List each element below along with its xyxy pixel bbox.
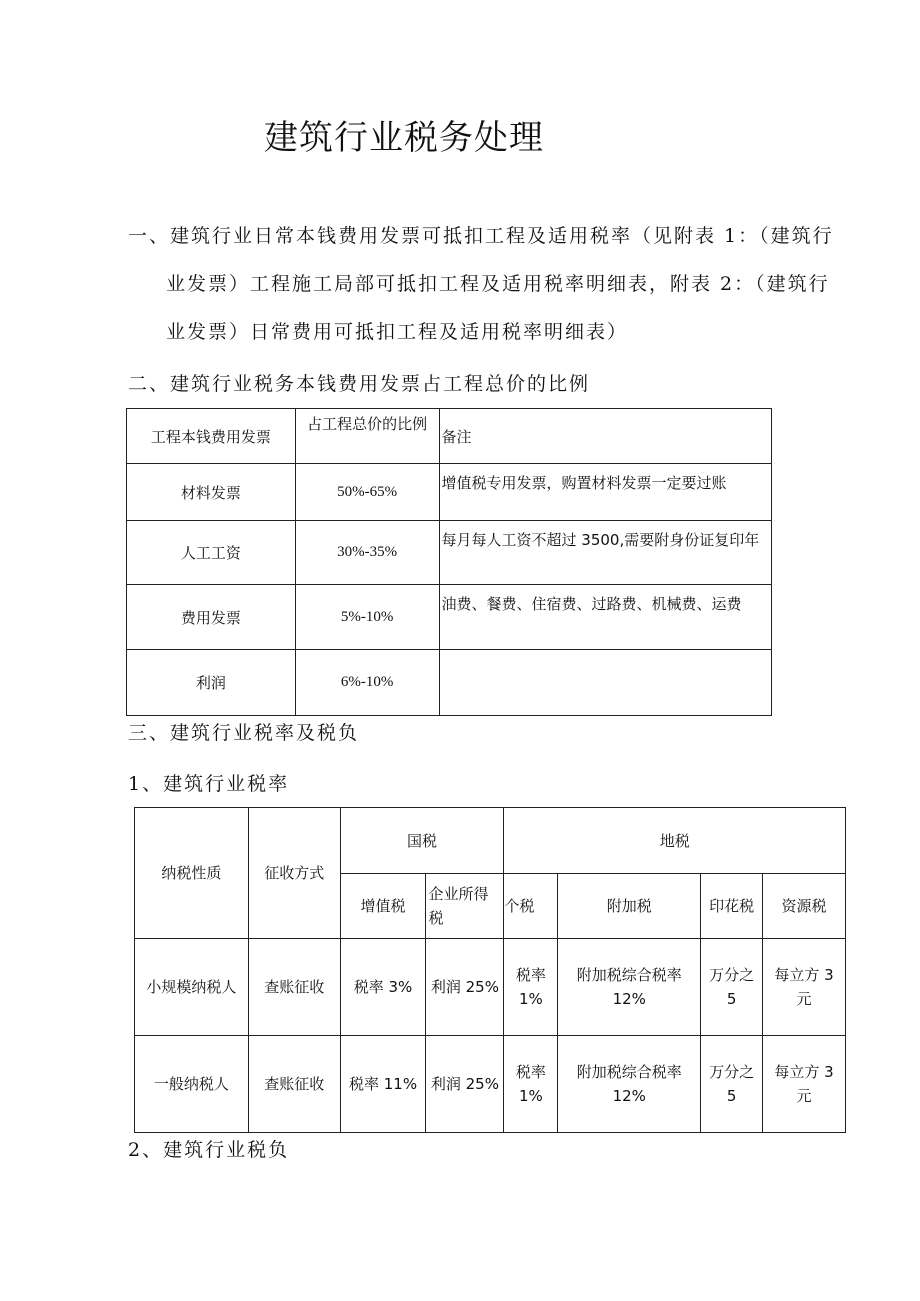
method-cell: 查账征收: [248, 1036, 340, 1133]
cit-cell: 利润 25%: [426, 939, 504, 1036]
header-cell: 备注: [439, 409, 771, 464]
header-national-tax: 国税: [340, 808, 504, 874]
surcharge-cell: 附加税综合税率 12%: [558, 1036, 701, 1133]
header-pit: 个税: [504, 874, 558, 939]
header-cell: 工程本钱费用发票: [127, 409, 296, 464]
cost-item-ratio: 6%-10%: [295, 650, 439, 716]
section1-line1: 一、建筑行业日常本钱费用发票可抵扣工程及适用税率（见附表 1：（建筑行: [128, 225, 834, 247]
table-row: [127, 521, 772, 585]
header-stamp: 印花税: [701, 874, 763, 939]
section2-heading: 二、建筑行业税务本钱费用发票占工程总价的比例: [128, 373, 591, 395]
pit-cell: 税率 1%: [504, 939, 558, 1036]
section1-line2: 业发票）工程施工局部可抵扣工程及适用税率明细表，附表 2：（建筑行: [166, 273, 830, 295]
cost-item-note: 油费、餐费、住宿费、过路费、机械费、运费: [439, 585, 771, 650]
header-local-tax: 地税: [504, 808, 846, 874]
section3-heading: 三、建筑行业税率及税负: [128, 722, 360, 744]
cost-item-note: 增值税专用发票，购置材料发票一定要过账: [439, 464, 771, 521]
header-nature: 纳税性质: [135, 808, 249, 939]
cost-item-name: 费用发票: [127, 585, 296, 650]
cost-item-note: [439, 650, 771, 716]
cost-item-note: 每月每人工资不超过 3500,需要附身份证复印年: [439, 521, 771, 585]
pit-cell: 税率 1%: [504, 1036, 558, 1133]
nature-cell: 小规模纳税人: [135, 939, 249, 1036]
page-title: 建筑行业税务处理: [264, 118, 544, 158]
resource-cell: 每立方 3 元: [763, 1036, 846, 1133]
header-vat: 增值税: [340, 874, 426, 939]
stamp-cell: 万分之 5: [701, 1036, 763, 1133]
cit-cell: 利润 25%: [426, 1036, 504, 1133]
cost-item-name: 人工工资: [127, 521, 296, 585]
table-row: [135, 1036, 846, 1133]
header-resource: 资源税: [763, 874, 846, 939]
table-row: [135, 939, 846, 1036]
nature-cell: 一般纳税人: [135, 1036, 249, 1133]
cost-ratio-table: [126, 408, 772, 716]
vat-cell: 税率 3%: [340, 939, 426, 1036]
table-row: [127, 650, 772, 716]
table-header-row: [135, 808, 846, 874]
cost-item-ratio: 5%-10%: [295, 585, 439, 650]
header-cit: 企业所得税: [426, 874, 504, 939]
surcharge-cell: 附加税综合税率 12%: [558, 939, 701, 1036]
table-row: [127, 585, 772, 650]
table-row: [127, 464, 772, 521]
cost-item-name: 材料发票: [127, 464, 296, 521]
vat-cell: 税率 11%: [340, 1036, 426, 1133]
header-surcharge: 附加税: [558, 874, 701, 939]
stamp-cell: 万分之 5: [701, 939, 763, 1036]
header-method: 征收方式: [248, 808, 340, 939]
table-header-row: [127, 409, 772, 464]
cost-item-name: 利润: [127, 650, 296, 716]
resource-cell: 每立方 3 元: [763, 939, 846, 1036]
section3-sub2: 2、建筑行业税负: [128, 1139, 290, 1161]
method-cell: 查账征收: [248, 939, 340, 1036]
tax-rate-table: [134, 807, 846, 1133]
cost-item-ratio: 50%-65%: [295, 464, 439, 521]
header-cell: 占工程总价的比例: [295, 409, 439, 464]
section1-line3: 业发票）日常费用可抵扣工程及适用税率明细表）: [166, 321, 629, 343]
cost-item-ratio: 30%-35%: [295, 521, 439, 585]
section3-sub1: 1、建筑行业税率: [128, 773, 290, 795]
